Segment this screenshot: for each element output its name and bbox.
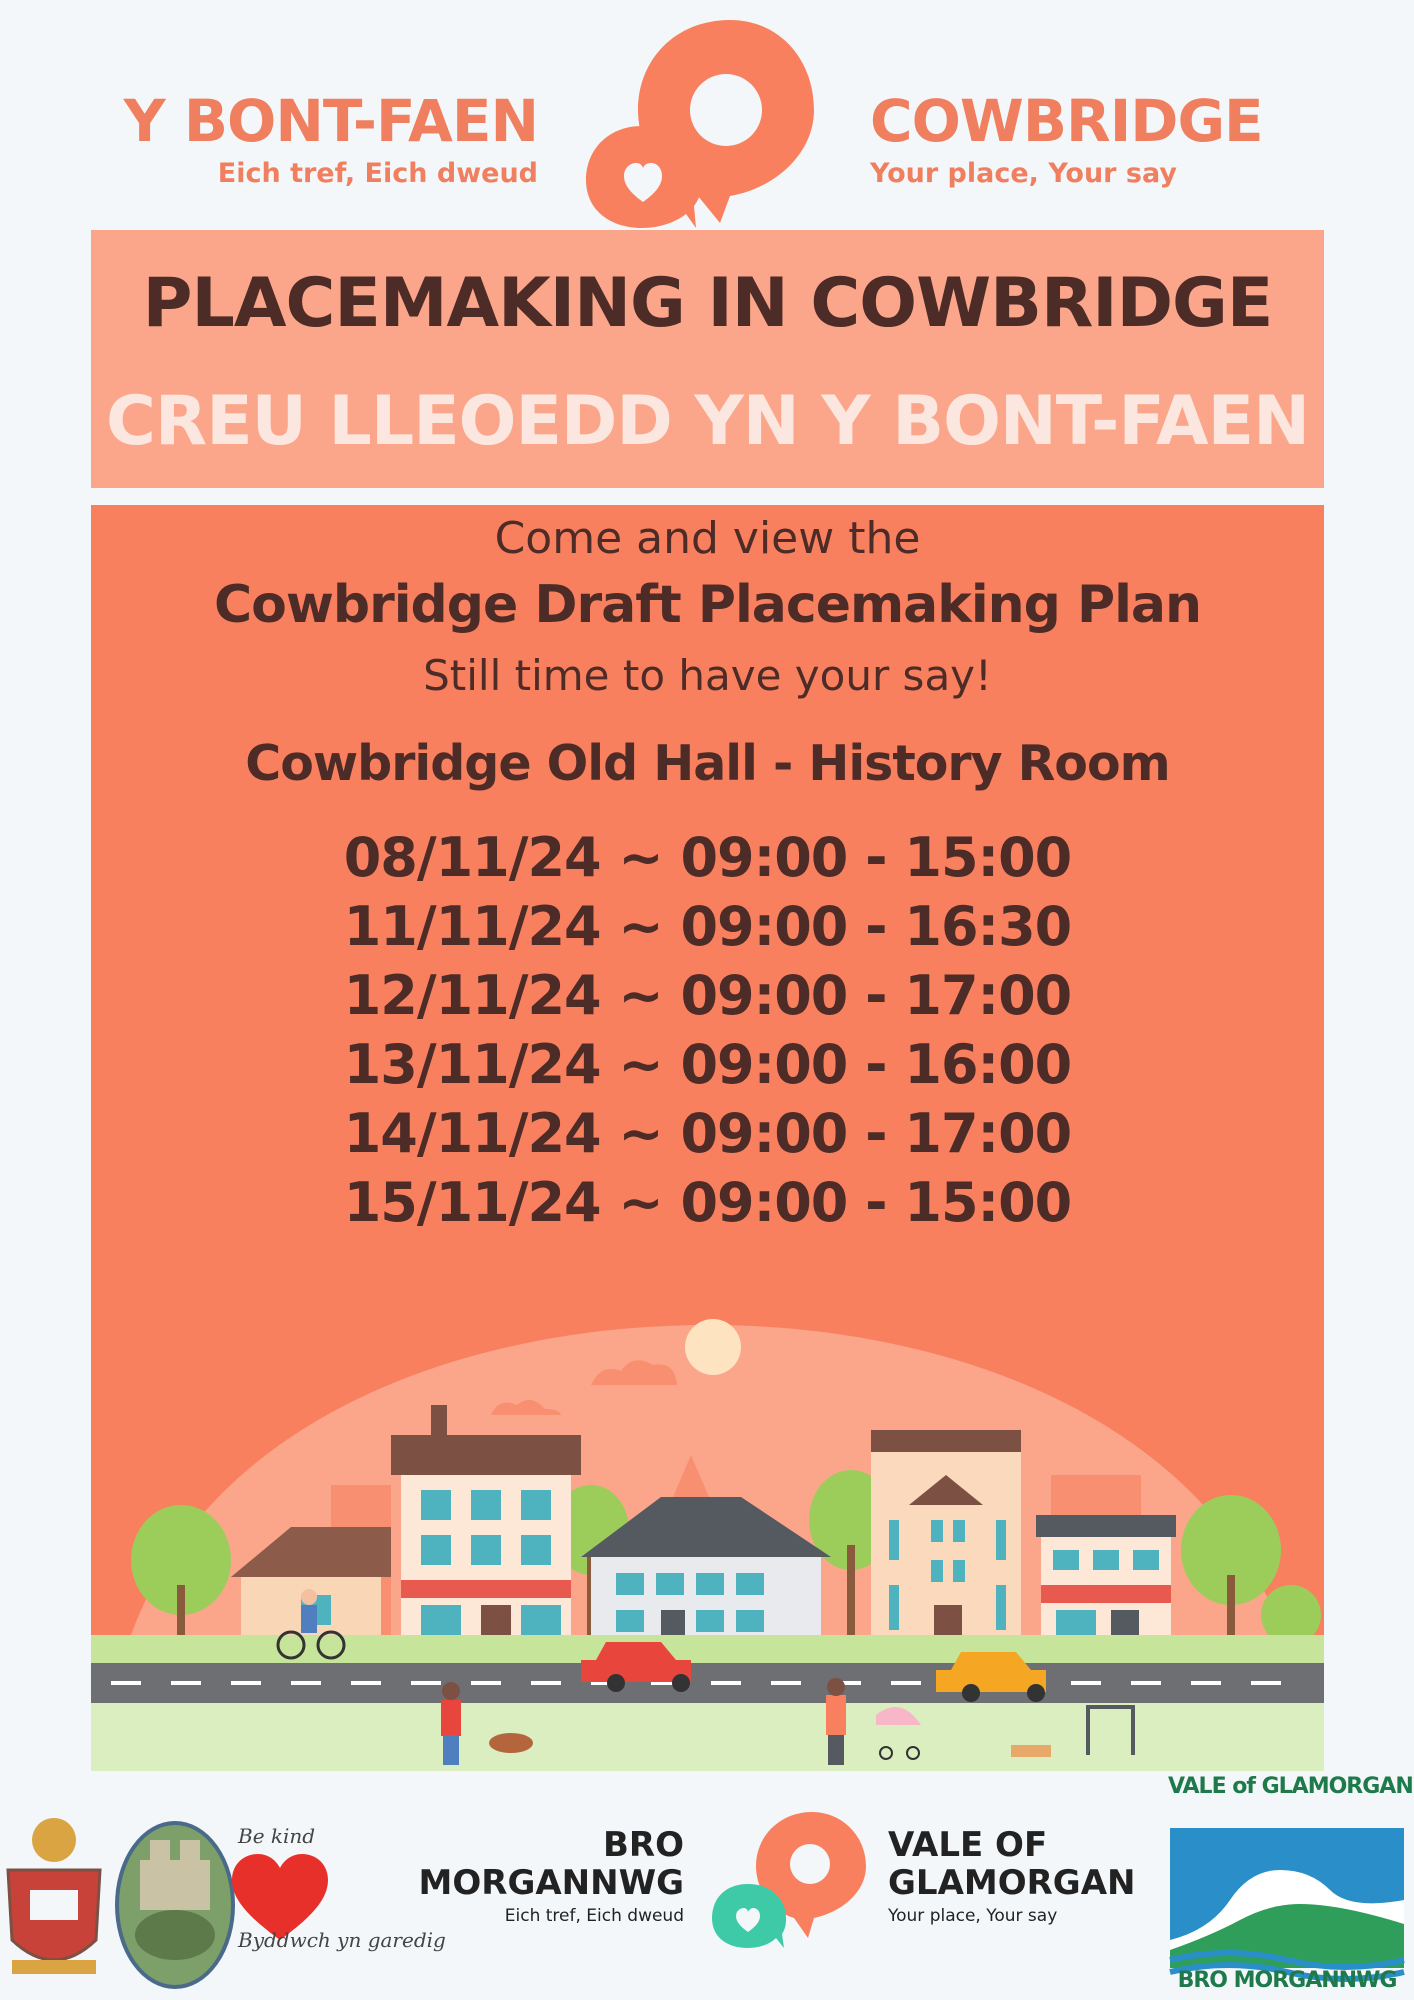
sandbox-icon <box>1011 1745 1051 1757</box>
cowbridge-crest-icon <box>8 1818 100 1974</box>
vale-line-2: GLAMORGAN <box>888 1863 1136 1903</box>
vog-logo-bottom-text: BRO MORGANNWG <box>1177 1968 1397 1993</box>
date-list <box>91 823 1324 1237</box>
dog-icon <box>489 1733 533 1753</box>
header-left-title: Y BONT-FAEN <box>123 87 538 155</box>
call-to-action: Still time to have your say! <box>423 651 992 700</box>
be-kind-text: Be kind <box>238 1824 316 1848</box>
person-icon <box>441 1700 461 1736</box>
vale-of-glamorgan-logo-icon <box>1170 1828 1404 1979</box>
bro-subtitle: Eich tref, Eich dweud <box>504 1906 684 1926</box>
school-badge-icon <box>117 1823 233 1987</box>
date-item: 08/11/24 ~ 09:00 - 15:00 <box>343 826 1072 889</box>
venue: Cowbridge Old Hall - History Room <box>245 735 1170 792</box>
vog-logo-top-text: VALE of GLAMORGAN <box>1168 1774 1413 1799</box>
bro-line-2: MORGANNWG <box>418 1863 684 1903</box>
date-item: 14/11/24 ~ 09:00 - 17:00 <box>343 1102 1072 1165</box>
plan-title: Cowbridge Draft Placemaking Plan <box>213 575 1202 635</box>
header-right-title: COWBRIDGE <box>870 87 1263 155</box>
bro-line-1: BRO <box>603 1825 684 1865</box>
header-right-subtitle: Your place, Your say <box>870 158 1177 189</box>
person-icon <box>826 1695 846 1735</box>
date-item: 15/11/24 ~ 09:00 - 15:00 <box>343 1171 1072 1234</box>
town-illustration <box>91 1305 1324 1771</box>
title-banner <box>91 230 1324 488</box>
byddwch-text: Byddwch yn garedig <box>238 1928 446 1952</box>
sun-icon <box>685 1319 741 1375</box>
footer-speech-bubble-icon <box>712 1812 866 1948</box>
event-panel <box>91 505 1324 1771</box>
speech-bubble-logo-icon <box>580 18 830 228</box>
intro-text: Come and view the <box>494 513 921 564</box>
title-english: PLACEMAKING IN COWBRIDGE <box>142 264 1273 343</box>
vale-subtitle: Your place, Your say <box>888 1906 1058 1926</box>
date-item: 13/11/24 ~ 09:00 - 16:00 <box>343 1033 1072 1096</box>
date-item: 12/11/24 ~ 09:00 - 17:00 <box>343 964 1072 1027</box>
header-left-subtitle: Eich tref, Eich dweud <box>217 158 538 189</box>
vale-line-1: VALE OF <box>888 1825 1048 1865</box>
date-item: 11/11/24 ~ 09:00 - 16:30 <box>343 895 1072 958</box>
title-welsh: CREU LLEOEDD YN Y BONT-FAEN <box>105 382 1310 461</box>
